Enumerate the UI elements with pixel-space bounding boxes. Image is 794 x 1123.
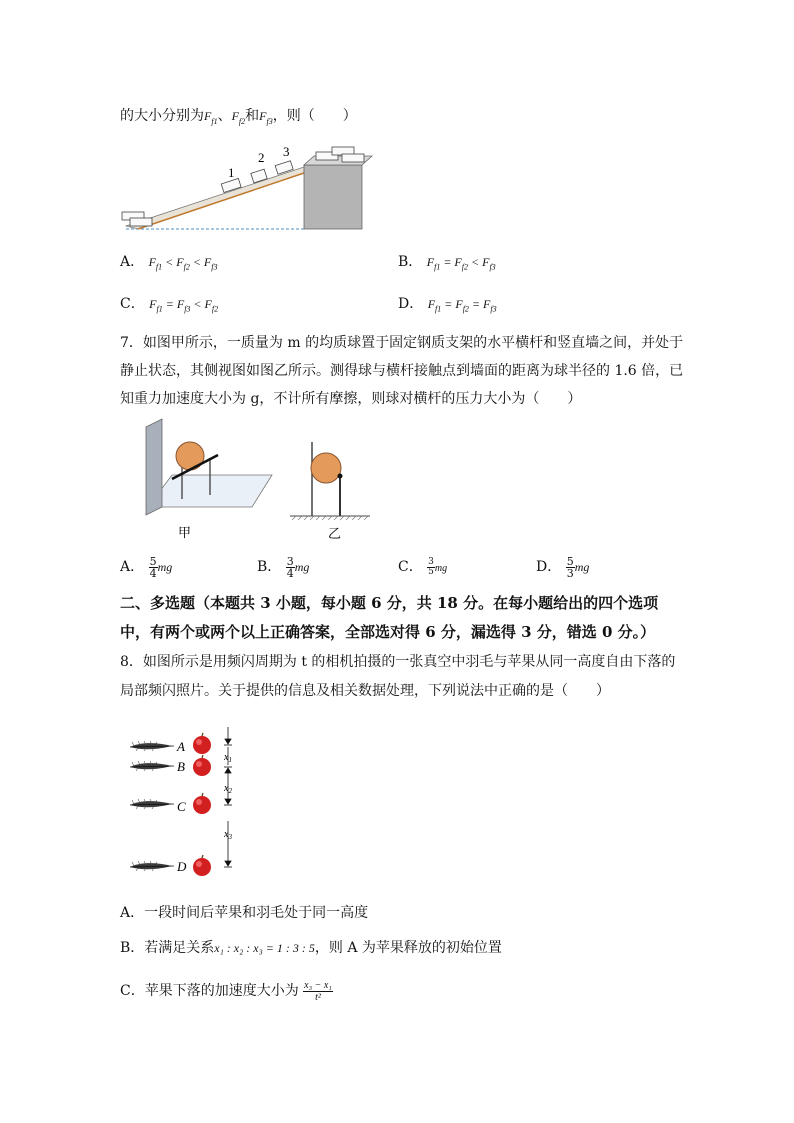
q6-sub3: f3 — [266, 116, 273, 126]
q7-line2: 静止状态，其侧视图如图乙所示。测得球与横杆接触点到墙面的距离为球半径的 1.6 倍，已 — [120, 363, 684, 379]
q8-option-a[interactable]: A．一段时间后苹果和羽毛处于同一高度 — [120, 905, 369, 921]
q7-option-d-den: 3 — [566, 566, 574, 580]
q6-stem-prefix: 的大小分别为 — [120, 108, 204, 124]
q6-sub1: f1 — [211, 116, 218, 126]
q7-option-c[interactable] — [398, 552, 447, 582]
q6-option-c-text: $F_{f1} = F_{f3} < F_{f2}$ — [149, 297, 219, 314]
q8-option-c-prefix: C．苹果下落的加速度大小为 — [120, 983, 299, 999]
incline-label-1: 1 — [228, 165, 235, 180]
point-a-label: A — [177, 739, 185, 754]
section2-line1: 二、多选题（本题共 3 小题，每小题 6 分，共 18 分。在每小题给出的四个选项 — [120, 594, 659, 612]
q7-option-d[interactable] — [536, 552, 589, 582]
q6-option-a[interactable] — [120, 252, 218, 277]
figure-yi-caption: 乙 — [328, 527, 342, 542]
q6-conj: 和 — [245, 108, 260, 124]
q8-option-c[interactable] — [120, 976, 333, 1006]
q6-sym3: F — [259, 109, 267, 123]
q8-line2: 局部频闪照片。关于提供的信息及相关数据处理，下列说法中正确的是（ ） — [120, 683, 610, 699]
q7-option-b[interactable] — [257, 552, 309, 582]
section2-line2: 中，有两个或两个以上正确答案，全部选对得 6 分，漏选得 3 分，错选 0 分。） — [120, 623, 656, 641]
q6-option-b-key: B． — [398, 254, 423, 270]
q7-option-a-num: 5 — [149, 554, 157, 568]
q6-option-d[interactable] — [398, 294, 497, 319]
point-d-label: D — [177, 859, 187, 874]
q6-option-b-text: $F_{f1} = F_{f2} < F_{f3}$ — [426, 255, 496, 272]
q6-option-a-key: A． — [120, 254, 145, 270]
q7-option-b-num: 3 — [286, 554, 294, 568]
q6-sep1: 、 — [217, 108, 232, 124]
q6-stem — [120, 106, 357, 132]
q7-option-a-unit: mg — [157, 560, 173, 574]
gap-x2-label: $x_2$ — [224, 783, 232, 795]
q7-option-d-unit: mg — [574, 560, 590, 574]
q7-line3: 知重力加速度大小为 g，不计所有摩擦，则球对横杆的压力大小为（ ） — [120, 391, 582, 407]
q7-option-b-key: B． — [257, 559, 282, 575]
q7-option-d-key: D． — [536, 559, 562, 575]
q6-stem-suffix: ，则（ ） — [272, 108, 357, 124]
q8-option-b[interactable] — [120, 938, 502, 958]
q8-option-c-num: x₃ − x₁ — [304, 979, 332, 991]
q7-option-c-key: C． — [398, 559, 423, 575]
incline-label-3: 3 — [283, 144, 290, 159]
figure-yi — [290, 440, 375, 545]
gap-x1-label: $x_1$ — [224, 752, 232, 764]
q6-option-b[interactable] — [398, 252, 496, 277]
q7-option-d-frac — [566, 556, 575, 579]
strobe-figure — [124, 725, 254, 885]
q7-option-a-frac — [149, 556, 158, 579]
q6-option-c-key: C． — [120, 296, 145, 312]
q6-option-c[interactable] — [120, 294, 218, 319]
q6-sym1: F — [204, 109, 212, 123]
q8-option-b-prefix: B．若满足关系 — [120, 940, 215, 956]
q6-option-d-text: $F_{f1} = F_{f2} = F_{f3}$ — [427, 297, 497, 314]
figure-jia-caption: 甲 — [178, 526, 192, 541]
q7-option-d-num: 5 — [566, 554, 574, 568]
q7-option-b-frac — [286, 556, 295, 579]
q7-option-c-den: 5 — [428, 566, 434, 577]
q8-option-c-den: t² — [315, 991, 321, 1003]
incline-label-2: 2 — [258, 150, 265, 165]
q7-option-c-unit: mg — [434, 563, 448, 574]
point-c-label: C — [177, 799, 186, 814]
point-b-label: B — [177, 759, 185, 774]
q6-sym2: F — [231, 109, 239, 123]
q6-option-a-text: $F_{f1} < F_{f2} < F_{f3}$ — [148, 255, 218, 272]
q7-option-b-unit: mg — [294, 560, 310, 574]
q8-option-b-suffix: ，则 A 为苹果释放的初始位置 — [314, 940, 502, 956]
q7-line1: 7．如图甲所示，一质量为 m 的均质球置于固定钢质支架的水平横杆和竖直墙之间，并处于 — [120, 335, 684, 351]
q7-option-c-frac — [427, 558, 435, 577]
gap-x3-label: $x_3$ — [224, 829, 232, 841]
q7-option-a[interactable] — [120, 552, 172, 582]
q6-sub2: f2 — [238, 116, 246, 126]
q7-option-a-den: 4 — [149, 566, 157, 580]
q8-line1: 8．如图所示是用频闪周期为 t 的相机拍摄的一张真空中羽毛与苹果从同一高度自由下落的 — [120, 654, 676, 670]
q6-option-d-key: D． — [398, 296, 424, 312]
q7-option-a-key: A． — [120, 559, 145, 575]
q7-option-c-num: 3 — [428, 556, 434, 567]
q7-option-b-den: 4 — [286, 566, 294, 580]
q8-option-c-frac — [303, 980, 333, 1003]
incline-figure — [118, 140, 378, 236]
figure-jia — [140, 415, 275, 540]
q8-option-b-relation: x₁ : x₂ : x₃ = 1 : 3 : 5 — [214, 941, 315, 955]
